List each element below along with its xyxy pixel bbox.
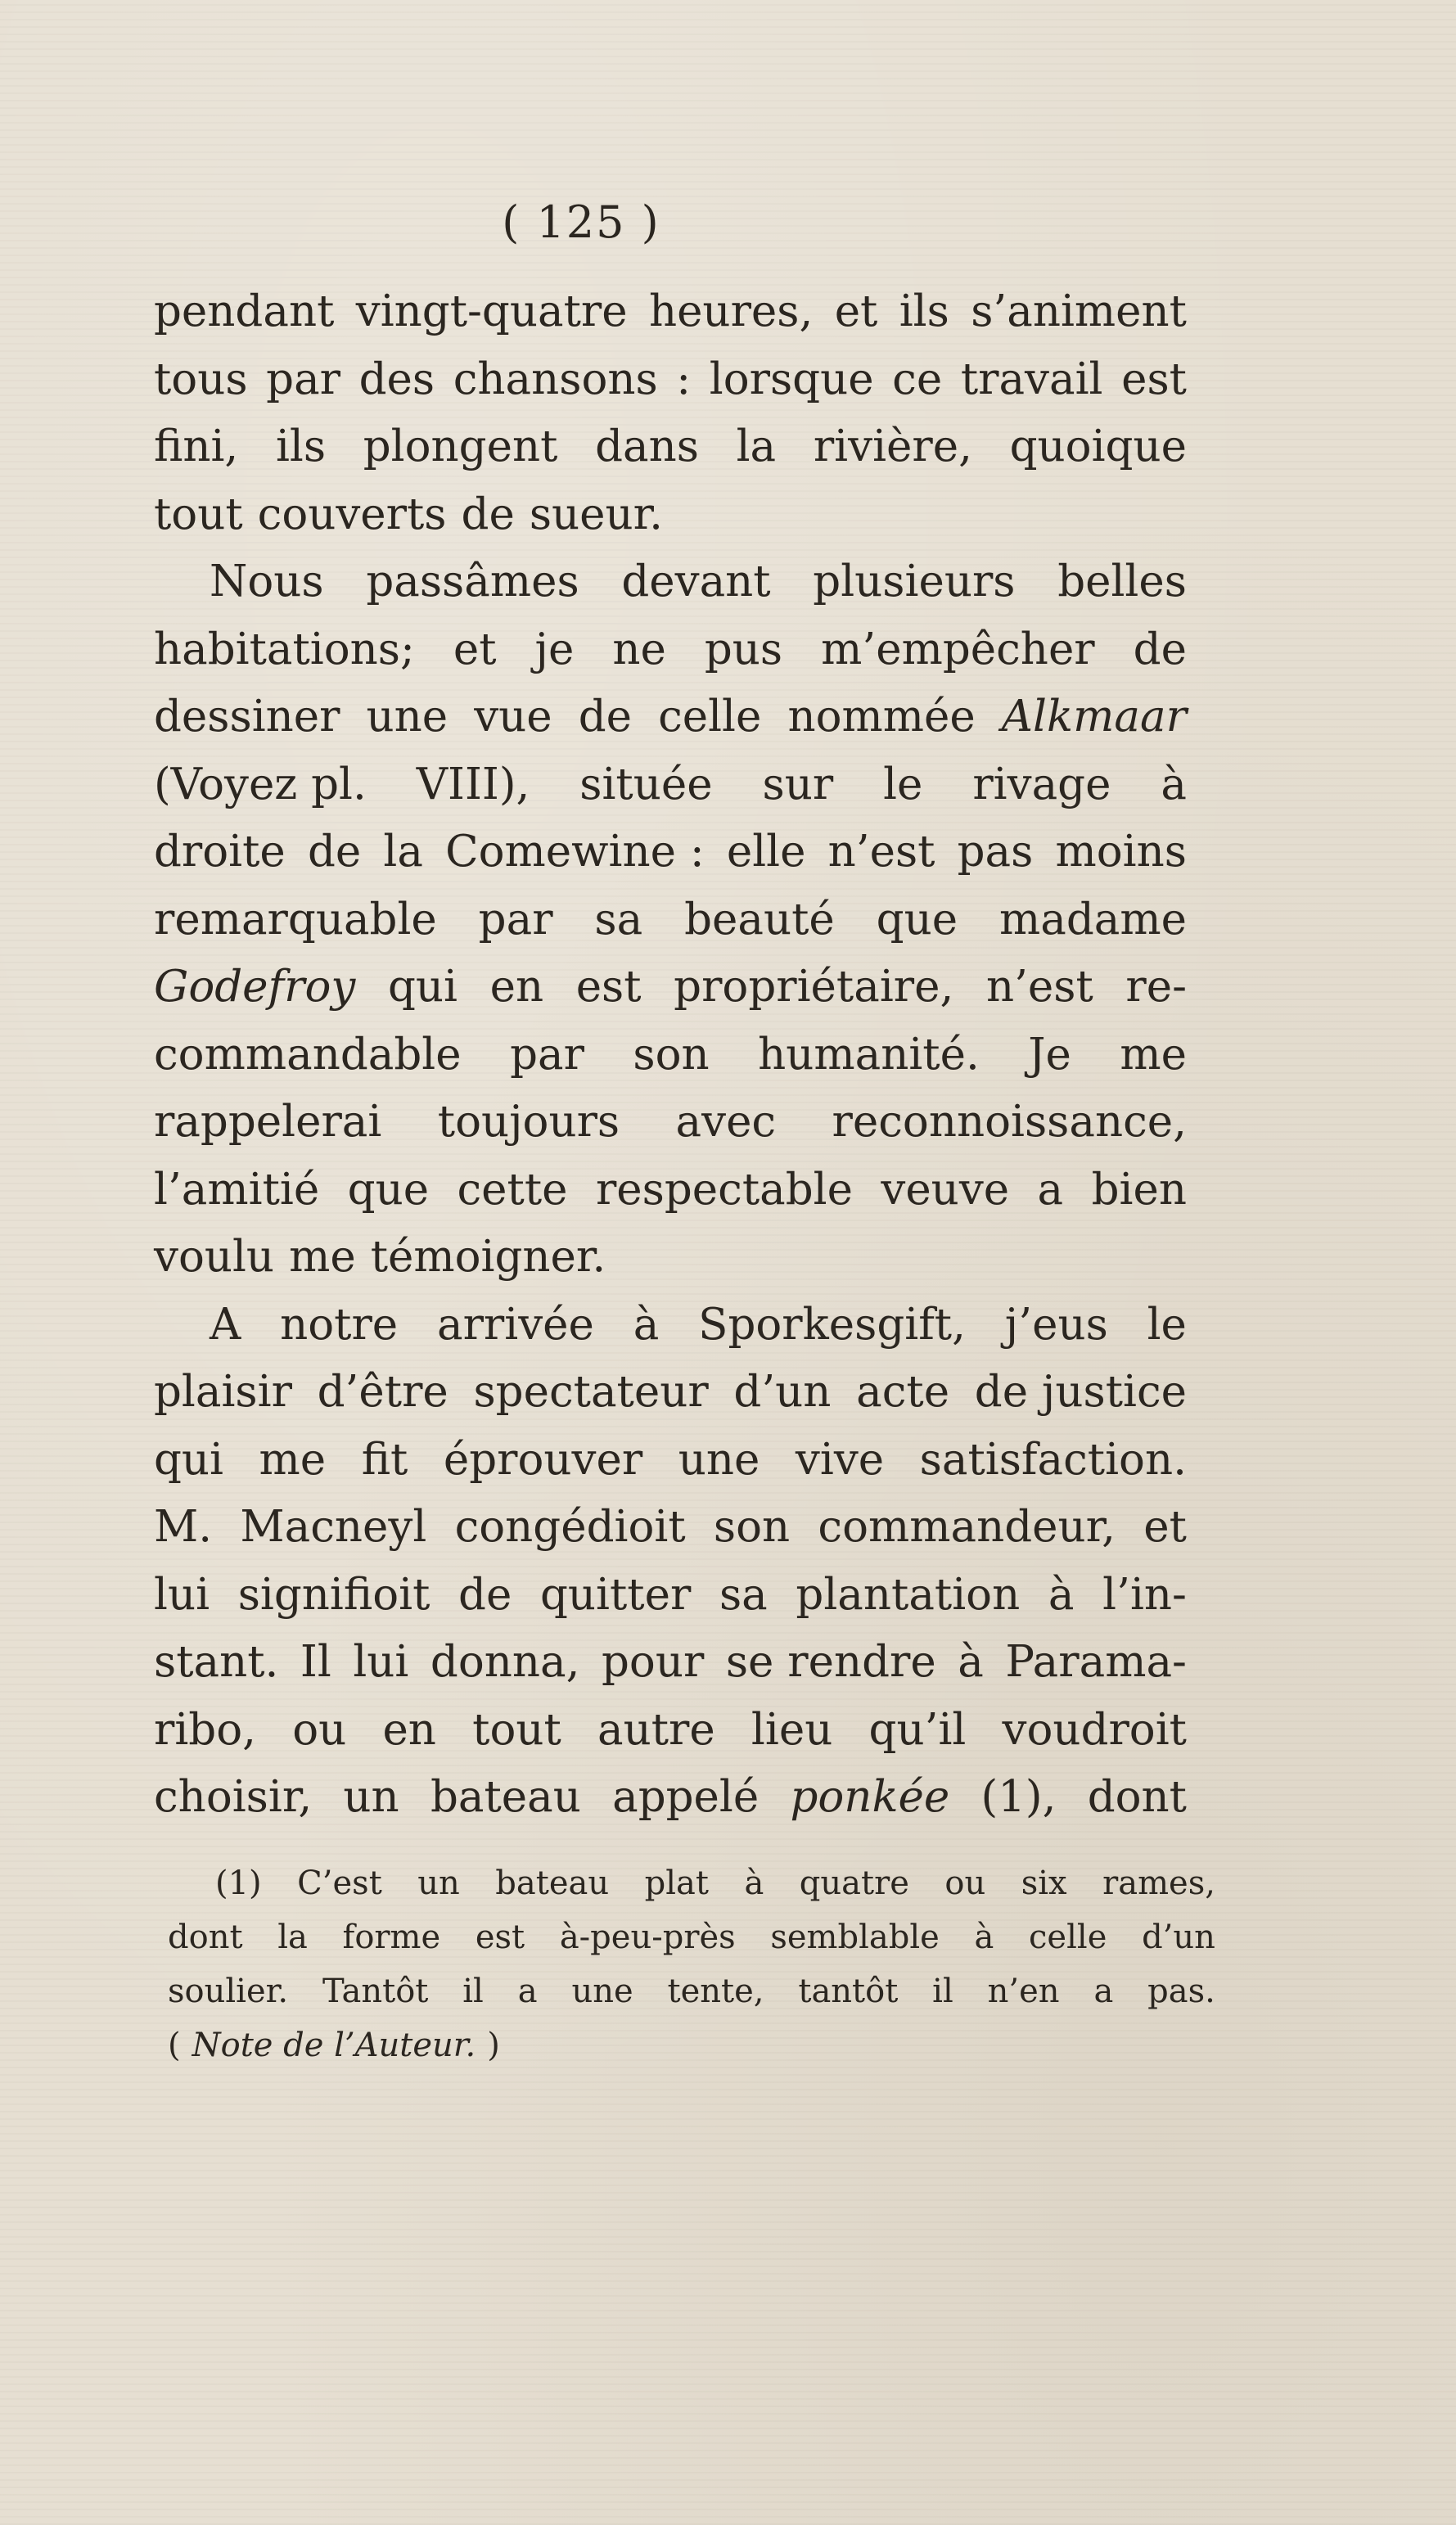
body-word: nommée (787, 692, 976, 742)
body-word: sur (762, 759, 834, 809)
body-line (154, 346, 1187, 414)
body-word: me (1120, 1029, 1187, 1080)
body-word: signifioit (237, 1569, 430, 1620)
body-word: cette (457, 1164, 568, 1215)
body-word: A (210, 1299, 241, 1350)
body-word: plaisir (154, 1367, 292, 1417)
body-word: j’eus (1004, 1299, 1108, 1350)
body-word: notre (280, 1299, 399, 1350)
body-word: ponkée (790, 1772, 950, 1822)
body-line (154, 1292, 1187, 1359)
body-text (154, 278, 1187, 1832)
body-word: devant (621, 557, 771, 606)
footnote-word: (1) (215, 1864, 262, 1902)
body-word: Je (1028, 1029, 1071, 1080)
footnote-word: soulier. (168, 1973, 289, 2010)
body-word: une (678, 1434, 760, 1485)
body-word: de (307, 827, 362, 877)
body-word: qui (387, 962, 458, 1012)
body-line (154, 1359, 1187, 1427)
body-line (154, 751, 1187, 819)
body-word: arrivée (436, 1299, 594, 1350)
footnote-line (168, 2018, 1215, 2072)
footnote-word: à-peu-près (559, 1919, 736, 1956)
body-word: (Voyez pl. (154, 759, 367, 809)
body-line (154, 1562, 1187, 1630)
body-word: me (289, 1232, 356, 1282)
body-word: de (458, 1569, 512, 1620)
body-word: pus (704, 624, 783, 674)
body-word: rivière, (813, 422, 972, 471)
body-word: est (1121, 354, 1187, 404)
body-word: belles (1057, 557, 1187, 606)
body-word: humanité. (758, 1029, 980, 1080)
body-word: ribo, (154, 1704, 256, 1755)
body-word: : (676, 354, 692, 404)
body-word: fit (361, 1434, 408, 1485)
body-word: et (453, 624, 497, 674)
body-word: l’amitié (154, 1164, 320, 1215)
footnote (168, 1856, 1215, 2072)
body-word: rivage (972, 759, 1111, 809)
body-word: située (579, 759, 713, 809)
body-word: voudroit (1002, 1704, 1187, 1755)
footnote-word: pas. (1147, 1973, 1215, 2010)
footnote-word: Note de l’Auteur. (192, 2027, 476, 2064)
body-word: d’un (733, 1367, 832, 1417)
body-word: ou (292, 1704, 347, 1755)
body-word: son (713, 1502, 791, 1552)
body-word: toujours (437, 1097, 620, 1147)
body-word: ils (275, 422, 327, 471)
body-line (154, 1697, 1187, 1765)
body-word: de (1133, 624, 1187, 674)
body-word: tout (472, 1704, 561, 1755)
body-word: M. (154, 1502, 213, 1552)
footnote-word: d’un (1142, 1919, 1215, 1956)
body-word: habitations; (154, 624, 415, 674)
body-line (154, 1427, 1187, 1495)
footnote-word: semblable (770, 1919, 940, 1956)
body-word: est (575, 962, 642, 1012)
body-line (154, 683, 1187, 751)
footnote-word: C’est (297, 1864, 382, 1902)
body-line (154, 1764, 1187, 1832)
body-word: tous (154, 354, 248, 404)
body-line (154, 1224, 1187, 1292)
footnote-word: plat (644, 1864, 709, 1902)
footnote-word: à (744, 1864, 764, 1902)
body-line (154, 616, 1187, 684)
body-word: ne (612, 624, 666, 674)
body-word: bien (1091, 1164, 1187, 1215)
body-line (154, 1089, 1187, 1157)
body-word: et (1143, 1502, 1187, 1552)
body-word: lui (353, 1637, 409, 1687)
body-word: s’animent (971, 286, 1187, 336)
body-word: à (1161, 759, 1187, 809)
body-word: m’empêcher (821, 624, 1095, 674)
body-word: re- (1125, 962, 1187, 1012)
body-line (154, 413, 1187, 481)
body-word: dans (595, 422, 699, 471)
body-word: vingt-quatre (355, 286, 628, 336)
body-word: en (489, 962, 544, 1012)
body-word: que (876, 894, 958, 945)
body-word: autre (597, 1704, 715, 1755)
footnote-word: un (417, 1864, 460, 1902)
body-word: Alkmaar (1001, 692, 1187, 742)
body-word: de justice (974, 1367, 1187, 1417)
footnote-word: tantôt (798, 1973, 899, 2010)
body-word: lui (154, 1569, 210, 1620)
body-word: des (358, 354, 435, 404)
body-word: se rendre (725, 1637, 936, 1687)
body-word: commandable (154, 1029, 462, 1080)
body-word: travail (960, 354, 1103, 404)
body-word: quitter (539, 1569, 692, 1620)
footnote-word: rames, (1102, 1864, 1215, 1902)
body-word: plusieurs (813, 557, 1016, 606)
body-word: stant. (154, 1637, 279, 1687)
footnote-word: dont (168, 1919, 243, 1956)
body-word: vive (795, 1434, 885, 1485)
body-word: quoique (1009, 422, 1187, 471)
body-word: éprouver (443, 1434, 643, 1485)
body-word: sa (719, 1569, 768, 1620)
body-word: madame (998, 894, 1187, 945)
body-word: beauté (684, 894, 835, 945)
body-word: appelé (612, 1772, 760, 1822)
body-word: a (1037, 1164, 1064, 1215)
body-word: choisir, (154, 1772, 313, 1822)
body-line (154, 1021, 1187, 1089)
body-word: fini, (154, 422, 239, 471)
body-word: commandeur, (818, 1502, 1116, 1552)
body-word: et (834, 286, 878, 336)
footnote-word: a (1093, 1973, 1114, 2010)
body-word: congédioit (454, 1502, 686, 1552)
body-word: VIII), (416, 759, 530, 809)
body-word: Godefroy (154, 962, 356, 1012)
footnote-word: six (1021, 1864, 1067, 1902)
body-word: l’in- (1102, 1569, 1187, 1620)
body-word: elle (726, 827, 806, 877)
body-line (154, 1157, 1187, 1224)
footnote-line (168, 1964, 1215, 2018)
body-word: bateau (430, 1772, 581, 1822)
footnote-word: il (932, 1973, 953, 2010)
body-word: voulu (154, 1232, 275, 1282)
footnote-word: Tantôt (322, 1973, 429, 2010)
footnote-word: ( (168, 2027, 181, 2064)
body-word: avec (675, 1097, 777, 1147)
body-word: plantation (796, 1569, 1021, 1620)
body-word: pour (602, 1637, 705, 1687)
body-word: Sporkesgift, (698, 1299, 966, 1350)
body-word: n’est (985, 962, 1093, 1012)
footnote-word: la (277, 1919, 308, 1956)
body-line (154, 548, 1187, 616)
body-word: par (478, 894, 553, 945)
body-word: lorsque (709, 354, 874, 404)
body-word: qui (154, 1434, 224, 1485)
body-word: une (366, 692, 449, 742)
body-word: témoigner. (370, 1232, 606, 1282)
footnote-word: est (475, 1919, 525, 1956)
body-word: me (259, 1434, 327, 1485)
body-word: reconnoissance, (832, 1097, 1187, 1147)
body-word: à (1048, 1569, 1075, 1620)
body-word: rappelerai (154, 1097, 382, 1147)
footnote-word: n’en (987, 1973, 1060, 2010)
body-word: la (736, 422, 777, 471)
body-word: de (461, 489, 515, 539)
body-word: couverts (257, 489, 447, 539)
body-word: passâmes (366, 557, 579, 606)
footnote-word: celle (1029, 1919, 1107, 1956)
body-word: d’être (317, 1367, 449, 1417)
body-word: propriétaire, (674, 962, 954, 1012)
body-line (154, 278, 1187, 346)
body-word: à (958, 1637, 984, 1687)
body-word: dessiner (154, 692, 340, 742)
body-word: vue (474, 692, 552, 742)
body-line (154, 481, 1187, 549)
body-word: par (510, 1029, 584, 1080)
body-word: n’est (827, 827, 935, 877)
body-word: sa (594, 894, 643, 945)
body-word: Comewine : (445, 827, 705, 877)
body-word: veuve (881, 1164, 1010, 1215)
body-word: chansons (453, 354, 658, 404)
body-word: plongent (363, 422, 558, 471)
body-word: ils (899, 286, 949, 336)
footnote-word: a (517, 1973, 538, 2010)
body-word: de (578, 692, 633, 742)
body-word: (1), (980, 1772, 1057, 1822)
body-word: lieu (751, 1704, 833, 1755)
body-line (154, 1494, 1187, 1562)
footnote-word: bateau (495, 1864, 610, 1902)
footnote-word: tente, (667, 1973, 764, 2010)
body-word: le (1147, 1299, 1187, 1350)
body-word: en (382, 1704, 436, 1755)
body-line (154, 954, 1187, 1021)
body-word: un (343, 1772, 399, 1822)
body-word: Nous (210, 557, 324, 606)
footnote-line (168, 1856, 1215, 1910)
body-word: remarquable (154, 894, 437, 945)
body-word: à (633, 1299, 660, 1350)
footnote-word: à (974, 1919, 994, 1956)
body-line (154, 818, 1187, 886)
body-word: Il (300, 1637, 331, 1687)
body-word: droite (154, 827, 286, 877)
body-word: dont (1087, 1772, 1187, 1822)
body-word: je (534, 624, 575, 674)
page-number: ( 125 ) (502, 196, 660, 248)
body-word: heures, (648, 286, 814, 336)
body-word: Parama- (1005, 1637, 1187, 1687)
body-word: ce (892, 354, 943, 404)
body-word: respectable (595, 1164, 853, 1215)
body-word: donna, (430, 1637, 580, 1687)
body-word: sueur. (529, 489, 664, 539)
footnote-word: il (462, 1973, 484, 2010)
body-word: la (383, 827, 423, 877)
body-word: acte (856, 1367, 950, 1417)
body-word: satisfaction. (919, 1434, 1187, 1485)
footnote-word: forme (342, 1919, 441, 1956)
body-word: par (266, 354, 341, 404)
footnote-line (168, 1910, 1215, 1964)
body-word: tout (154, 489, 243, 539)
body-line (154, 886, 1187, 954)
body-word: le (883, 759, 923, 809)
footnote-word: quatre (799, 1864, 909, 1902)
body-word: qu’il (868, 1704, 967, 1755)
body-word: Macneyl (240, 1502, 427, 1552)
body-word: que (347, 1164, 430, 1215)
body-word: pas (957, 827, 1034, 877)
body-word: moins (1055, 827, 1187, 877)
body-word: son (633, 1029, 710, 1080)
body-word: pendant (154, 286, 335, 336)
footnote-word: ) (487, 2027, 500, 2064)
body-word: spectateur (473, 1367, 709, 1417)
footnote-word: une (571, 1973, 633, 2010)
body-line (154, 1629, 1187, 1697)
footnote-word: ou (944, 1864, 986, 1902)
body-word: celle (658, 692, 762, 742)
